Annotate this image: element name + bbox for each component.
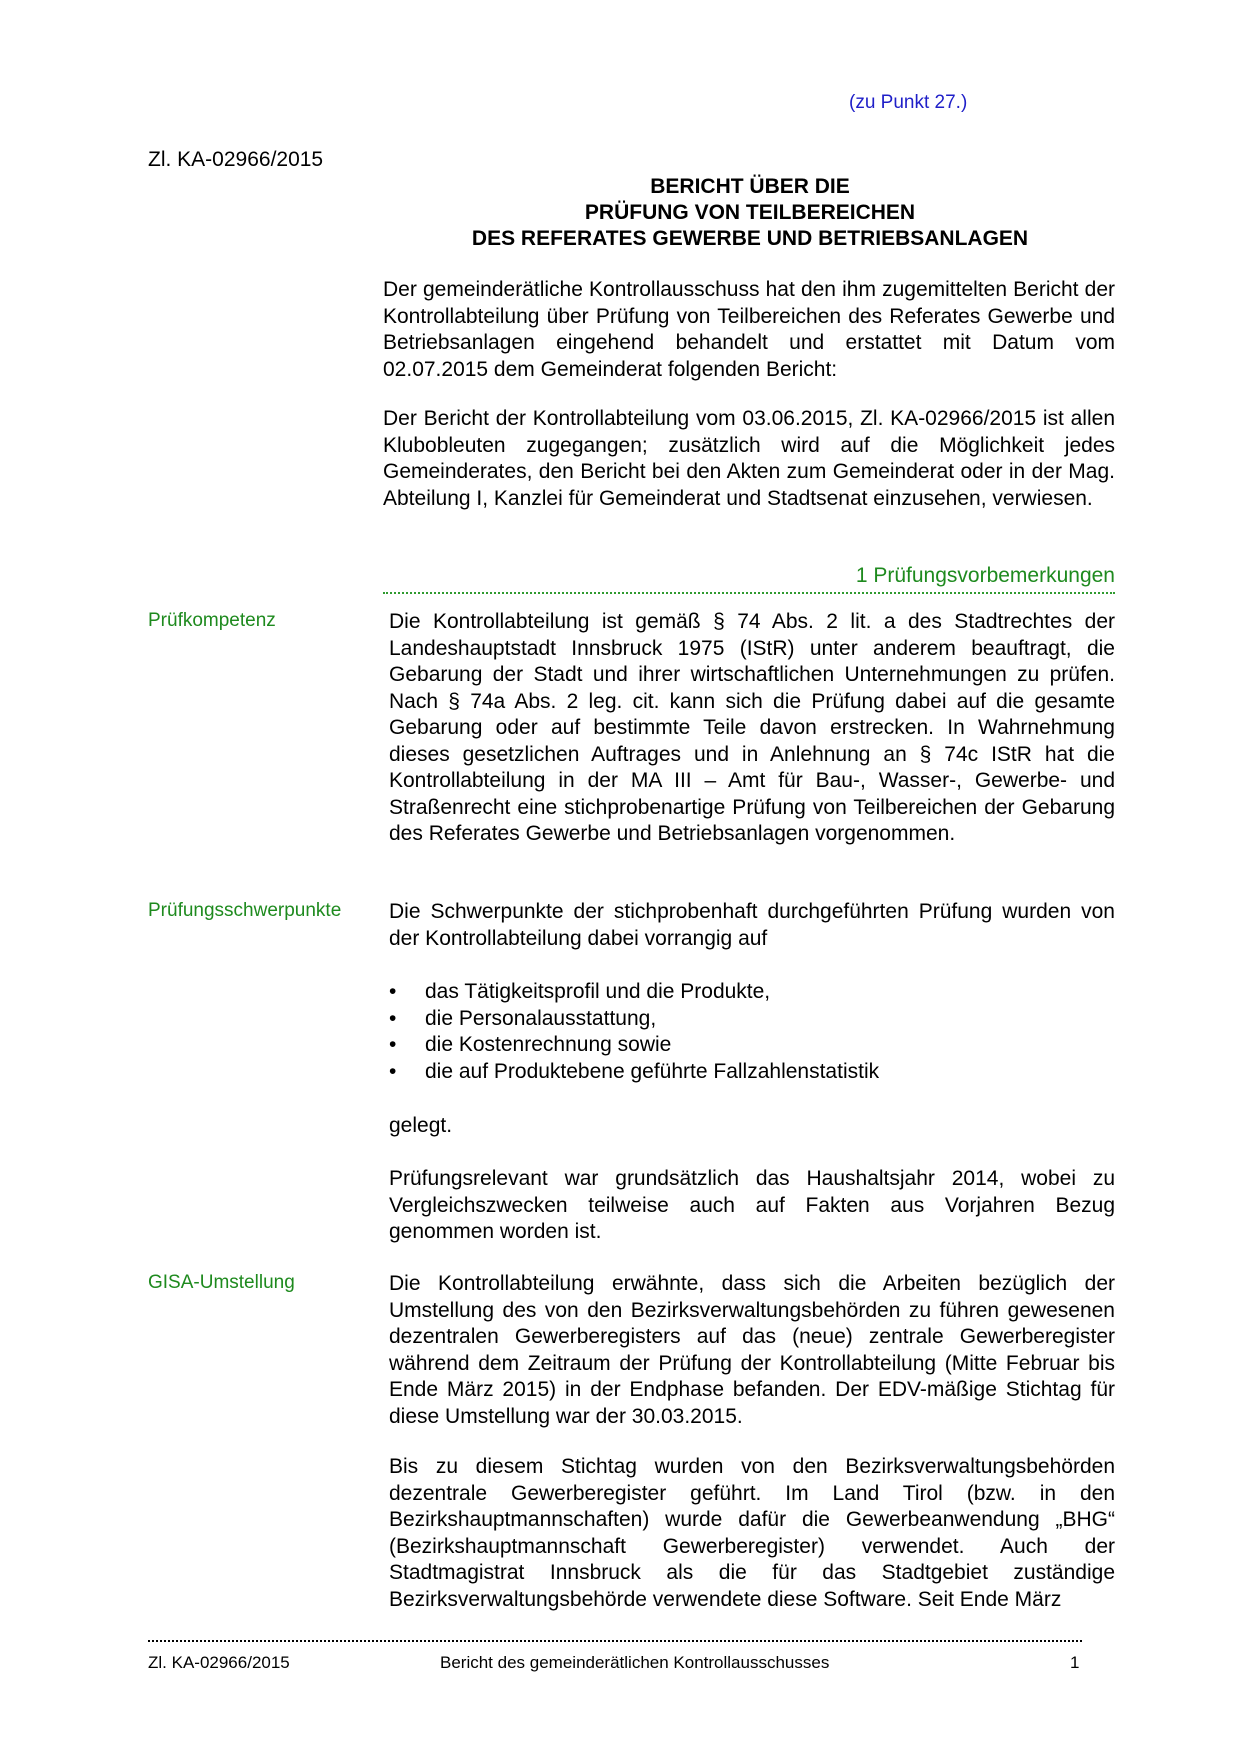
paragraph-pruefkompetenz [389,609,1115,848]
margin-label-schwerpunkte: Prüfungsschwerpunkte [148,900,342,921]
intro-text-1: Der gemeinderätliche Kontrollausschuss hat den ihm zugemittelten Bericht der Kontrollabteilung über Prüfung von Teilbereichen des Referates Gewerbe und Betriebsanlagen eingehend behandelt und erstattet mit Datum vom 02.07.2015 dem Gemeinderat folgenden Bericht: [383,278,1115,381]
text-pruefkompetenz: Die Kontrollabteilung ist gemäß § 74 Abs. 2 lit. a des Stadtrechtes der Landeshauptstadt Innsbruck 1975 (IStR) unter anderem beauftragt, die Gebarung der Stadt und ihrer wirtschaftlichen Unternehmungen zu prüfen. Nach § 74a Abs. 2 leg. cit. kann sich die Prüfung dabei auf die gesamte Gebarung oder auf bestimmte Teile davon erstrecken. In Wahrnehmung dieses gesetzlichen Auftrages und in Anlehnung an § 74c IStR hat die Kontrollabteilung in der MA III – Amt für Bau-, Wasser-, Gewerbe- und Straßenrecht eine stichprobenartige Prüfung von Teilbereichen der Gebarung des Referates Gewerbe und Betriebsanlagen vorgenommen. [389,610,1115,845]
reference-note: (zu Punkt 27.) [849,92,968,113]
text-schwerpunkte-intro: Die Schwerpunkte der stichprobenhaft durchgeführten Prüfung wurden von der Kontrollabteilung dabei vorrangig auf [389,900,1115,950]
footer-title: Bericht des gemeinderätlichen Kontrollausschusses [440,1653,830,1672]
title-line-1: BERICHT ÜBER DIE [650,175,850,198]
list-item: • die Personalausstattung, [389,1006,1115,1033]
paragraph-schwerpunkte [389,899,1115,952]
paragraph-gelegt [389,1113,1115,1140]
intro-text-2: Der Bericht der Kontrollabteilung vom 03.06.2015, Zl. KA-02966/2015 ist allen Klubobleuten zugegangen; zusätzlich wird auf die Möglichkeit jedes Gemeinderates, den Bericht bei den Akten zum Gemeinderat oder in der Mag. Abteilung I, Kanzlei für Gemeinderat und Stadtsenat einzusehen, verwiesen. [383,407,1115,510]
file-number: Zl. KA-02966/2015 [148,148,324,171]
margin-label-gisa: GISA-Umstellung [148,1272,295,1293]
paragraph-gisa-1 [389,1271,1115,1430]
bullet-list [389,979,1115,1085]
footer-rule [148,1640,1082,1642]
section-heading-rule [383,592,1115,594]
section-heading: 1 Prüfungsvorbemerkungen [855,564,1115,587]
text-pruefungsrelevant: Prüfungsrelevant war grundsätzlich das Haushaltsjahr 2014, wobei zu Vergleichszwecken teilweise auch auf Fakten aus Vorjahren Bezug genommen worden ist. [389,1167,1115,1243]
text-gelegt: gelegt. [389,1114,453,1137]
list-item: • die Kostenrechnung sowie [389,1032,1115,1059]
intro-paragraph-1 [383,277,1115,383]
list-item: • das Tätigkeitsprofil und die Produkte, [389,979,1115,1006]
intro-paragraph-2 [383,406,1115,512]
footer-file-number: Zl. KA-02966/2015 [148,1653,290,1672]
title-line-3: DES REFERATES GEWERBE UND BETRIEBSANLAGEN [471,227,1029,250]
title-line-2: PRÜFUNG VON TEILBEREICHEN [584,201,916,224]
document-title [380,174,1120,252]
list-item: • die auf Produktebene geführte Fallzahlenstatistik [389,1059,1115,1086]
text-gisa-1: Die Kontrollabteilung erwähnte, dass sich die Arbeiten bezüglich der Umstellung des von den Bezirksverwaltungsbehörden zu führen gewesenen dezentralen Gewerberegisters auf das (neue) zentrale Gewerberegister während dem Zeitraum der Prüfung der Kontrollabteilung (Mitte Februar bis Ende März 2015) in der Endphase befanden. Der EDV-mäßige Stichtag für diese Umstellung war der 30.03.2015. [389,1272,1115,1428]
paragraph-gisa-2 [389,1454,1115,1613]
text-gisa-2: Bis zu diesem Stichtag wurden von den Bezirksverwaltungsbehörden dezentrale Gewerberegister geführt. Im Land Tirol (bzw. in den Bezirkshauptmannschaften) wurde dafür die Gewerbeanwendung „BHG“ (Bezirkshauptmannschaft Gewerberegister) verwendet. Auch der Stadtmagistrat Innsbruck als die für das Stadtgebiet zuständige Bezirksverwaltungsbehörde verwendete diese Software. Seit Ende März [389,1455,1115,1611]
margin-label-pruefkompetenz: Prüfkompetenz [148,610,276,631]
page-number: 1 [1070,1653,1080,1672]
paragraph-pruefungsrelevant [389,1166,1115,1246]
